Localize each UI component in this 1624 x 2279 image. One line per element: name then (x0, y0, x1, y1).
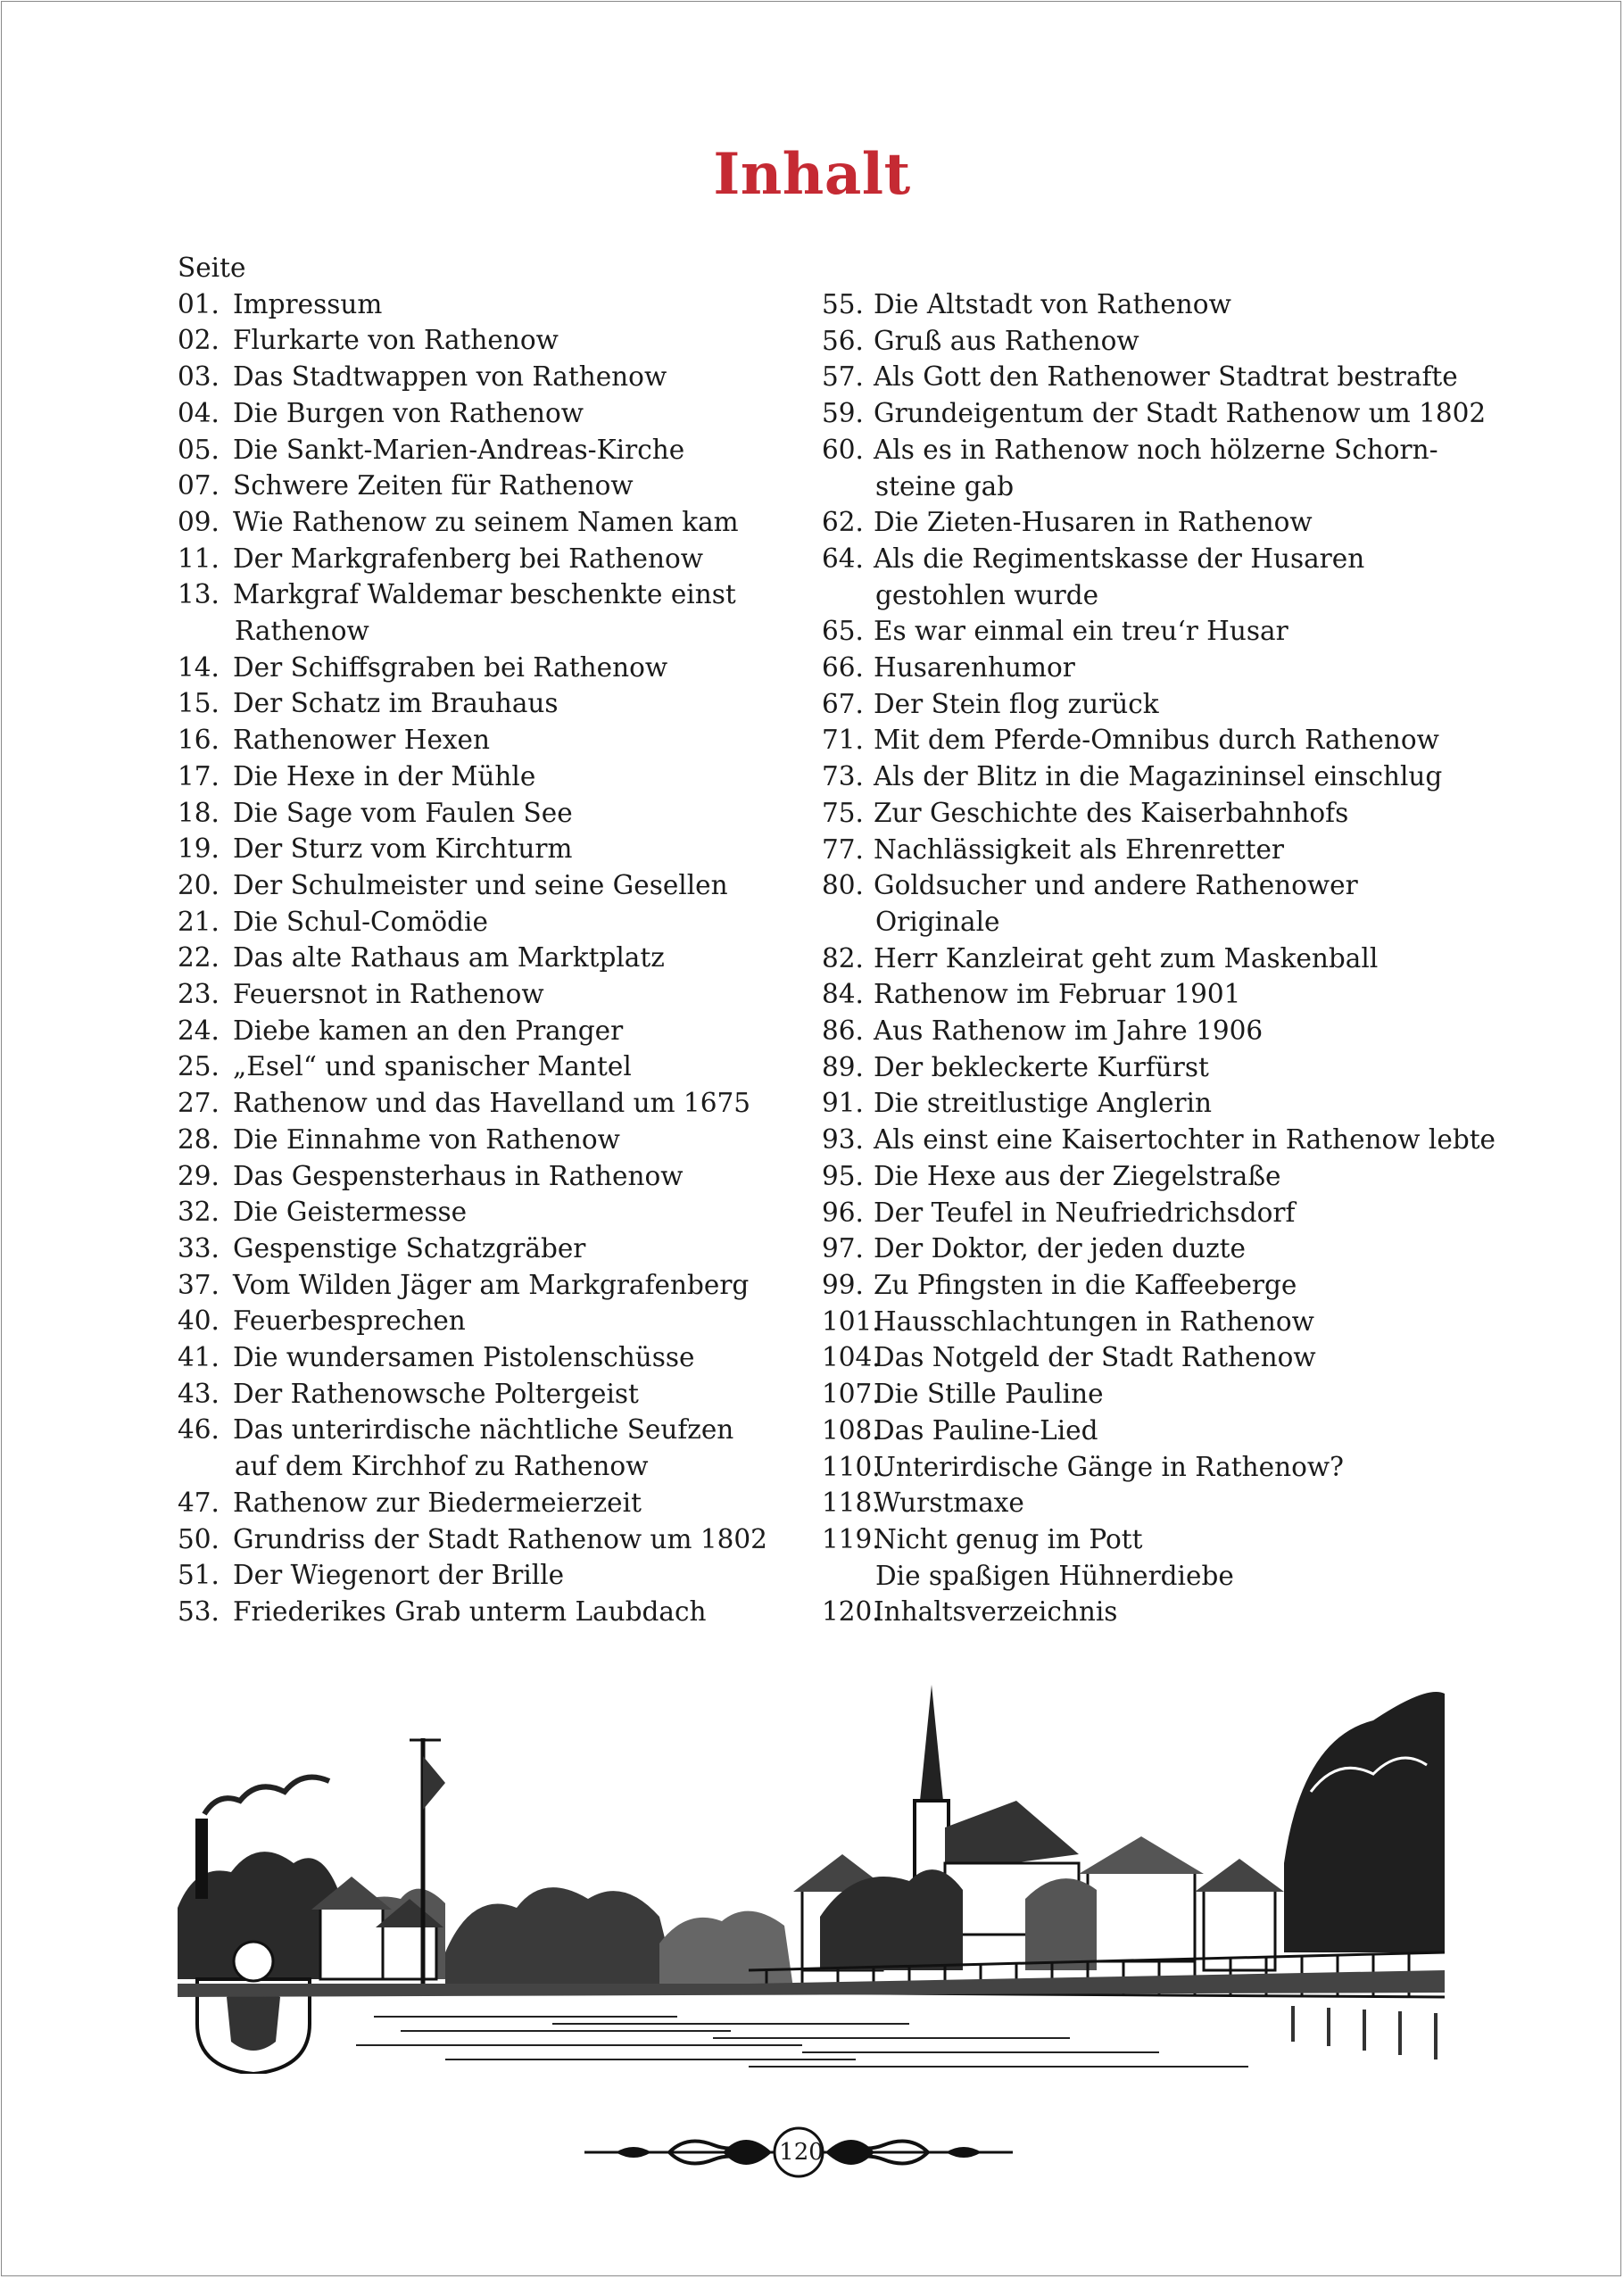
toc-entry-page-number: 97. (822, 1233, 864, 1264)
toc-entry (822, 1231, 1536, 1267)
toc-entry-page-number: 104. (822, 1342, 881, 1373)
toc-entry-title-line: auf dem Kirchhof zu Rathenow (235, 1451, 649, 1482)
toc-entry (822, 1158, 1536, 1195)
toc-entry-title (874, 722, 1536, 758)
toc-entry (822, 758, 1536, 795)
toc-entry-title-line: Wurstmaxe (874, 1488, 1024, 1519)
toc-entry-title-line: Der Schulmeister und seine Gesellen (233, 869, 728, 900)
toc-entry-title (874, 1376, 1536, 1413)
toc-entry-title (233, 795, 793, 832)
toc-entry-page-number: 71. (822, 725, 864, 756)
toc-entry-page-number: 67. (822, 688, 864, 719)
toc-entry-title-line: Goldsucher und andere Rathenower (874, 870, 1358, 901)
toc-entry-page-number: 16. (178, 725, 220, 756)
toc-entry-title (874, 650, 1536, 686)
toc-entry-title (874, 1195, 1536, 1231)
toc-entry-title-line: Impressum (233, 288, 383, 319)
toc-entry-page-number: 28. (178, 1123, 220, 1155)
toc-entry (822, 323, 1536, 360)
toc-entry-title-line: Der Teufel in Neufriedrichsdorf (874, 1197, 1296, 1228)
toc-entry-page-number: 96. (822, 1197, 864, 1228)
toc-entry-title (874, 286, 1536, 323)
toc-entry-title-line: Herr Kanzleirat geht zum Maskenball (874, 942, 1379, 974)
toc-entry-title-line: Gruß aus Rathenow (874, 325, 1139, 356)
toc-entry-title-line: Zu Pfingsten in die Kaffeeberge (874, 1269, 1297, 1300)
toc-entry-title (874, 1594, 1536, 1630)
toc-entry-title (874, 941, 1536, 977)
toc-entry-title (233, 1122, 793, 1158)
toc-entry (822, 286, 1536, 323)
toc-entry-title-line: Die Altstadt von Rathenow (874, 289, 1231, 319)
toc-entry-title (233, 286, 793, 323)
toc-entry-title-line: Die Hexe in der Mühle (233, 760, 536, 791)
seite-label: Seite (178, 253, 246, 283)
toc-entry-title-line: Inhaltsverzeichnis (874, 1596, 1118, 1628)
toc-entry-title (233, 904, 793, 941)
toc-entry (822, 1521, 1536, 1594)
toc-entry-page-number: 05. (178, 434, 220, 465)
toc-entry-title (874, 976, 1536, 1013)
toc-entry (822, 795, 1536, 832)
toc-entry-title (874, 1304, 1536, 1340)
toc-entry-title-line: Es war einmal ein treu‘r Husar (874, 616, 1288, 647)
toc-entry (178, 650, 793, 686)
toc-entry (822, 1049, 1536, 1086)
toc-entry-title-line: Das Notgeld der Stadt Rathenow (874, 1342, 1316, 1373)
toc-entry-title (874, 686, 1536, 723)
toc-entry-title-line: Die Geistermesse (233, 1197, 468, 1228)
toc-entry-page-number: 17. (178, 760, 220, 791)
toc-entry-title-line: Nachlässigkeit als Ehrenretter (874, 833, 1285, 865)
toc-entry-title (874, 1013, 1536, 1049)
toc-entry-page-number: 86. (822, 1015, 864, 1047)
toc-entry-page-number: 51. (178, 1560, 220, 1591)
toc-entry-title-line: Friederikes Grab unterm Laubdach (233, 1596, 707, 1627)
toc-entry-title-line: Rathenow und das Havelland um 1675 (233, 1088, 751, 1119)
toc-entry-title-line: Der Rathenowsche Poltergeist (233, 1378, 639, 1409)
toc-entry (178, 395, 793, 432)
toc-entry (822, 867, 1536, 940)
toc-entry (178, 1158, 793, 1195)
toc-entry (822, 613, 1536, 650)
toc-entry-page-number: 101. (822, 1305, 881, 1337)
toc-entry (822, 1304, 1536, 1340)
toc-entry-page-number: 13. (178, 579, 220, 610)
toc-entry-title (874, 867, 1536, 940)
toc-entry-title (874, 1413, 1536, 1449)
toc-entry-title (874, 1521, 1536, 1594)
toc-entry-page-number: 93. (822, 1124, 864, 1156)
toc-entry (822, 1085, 1536, 1122)
toc-entry-page-number: 62. (822, 507, 864, 538)
toc-entry-title-line: Der Sturz vom Kirchturm (233, 833, 573, 865)
toc-entry-title-line: gestohlen wurde (875, 579, 1099, 610)
toc-entry-page-number: 19. (178, 833, 220, 865)
toc-entry-title (233, 1557, 793, 1594)
toc-entry-title-line: Der Wiegenort der Brille (233, 1560, 565, 1591)
toc-entry-title (874, 1339, 1536, 1376)
toc-entry-title (233, 1412, 793, 1484)
toc-entry-page-number: 56. (822, 325, 864, 356)
toc-entry (178, 1376, 793, 1413)
toc-entry-title (874, 832, 1536, 868)
toc-entry (822, 432, 1536, 504)
toc-entry (178, 831, 793, 867)
toc-entry (178, 541, 793, 577)
toc-entry-title-line: Diebe kamen an den Pranger (233, 1015, 624, 1046)
toc-entry-title-line: Hausschlachtungen in Rathenow (874, 1305, 1314, 1337)
toc-entry-page-number: 119. (822, 1523, 881, 1554)
toc-entry-title (233, 976, 793, 1013)
toc-entry (178, 722, 793, 758)
toc-entry-title-line: Nicht genug im Pott (874, 1523, 1143, 1554)
toc-entry (178, 758, 793, 795)
toc-entry-page-number: 82. (822, 942, 864, 974)
toc-entry-page-number: 43. (178, 1378, 220, 1409)
toc-entry (822, 832, 1536, 868)
toc-entry-page-number: 107. (822, 1379, 881, 1410)
toc-entry-page-number: 57. (822, 361, 864, 393)
toc-entry-title (874, 1122, 1536, 1158)
toc-entry (822, 1013, 1536, 1049)
toc-list-right (822, 286, 1536, 1630)
toc-entry-title (233, 1013, 793, 1049)
toc-entry-title (874, 1231, 1536, 1267)
toc-entry (178, 1267, 793, 1304)
toc-entry-page-number: 65. (822, 616, 864, 647)
toc-entry (178, 1485, 793, 1521)
toc-entry (822, 1485, 1536, 1521)
toc-entry-title (233, 1485, 793, 1521)
toc-entry-title (233, 359, 793, 395)
toc-entry-page-number: 09. (178, 506, 220, 537)
toc-entry-title (233, 468, 793, 504)
toc-entry-title-line: Originale (875, 906, 1000, 937)
toc-entry-title-line: Flurkarte von Rathenow (233, 325, 559, 356)
toc-entry-title (874, 504, 1536, 541)
toc-entry-title (874, 432, 1536, 504)
toc-entry-title-line: Die Burgen von Rathenow (233, 397, 584, 428)
toc-entry-title-line: steine gab (875, 470, 1015, 501)
toc-entry (178, 1122, 793, 1158)
toc-entry (178, 468, 793, 504)
toc-entry (822, 941, 1536, 977)
toc-entry-page-number: 03. (178, 361, 220, 393)
toc-entry-title-line: Die Zieten-Husaren in Rathenow (874, 507, 1313, 538)
toc-entry-page-number: 89. (822, 1051, 864, 1082)
toc-entry-title-line: Feuerbesprechen (233, 1305, 466, 1337)
toc-entry (178, 976, 793, 1013)
toc-entry-page-number: 53. (178, 1596, 220, 1627)
toc-entry (178, 1048, 793, 1085)
toc-entry-title (233, 940, 793, 976)
toc-entry-title (233, 1521, 793, 1558)
toc-entry-title (233, 322, 793, 359)
toc-entry-title (874, 395, 1536, 432)
toc-entry-title-line: Gespenstige Schatzgräber (233, 1232, 586, 1264)
toc-right-column (822, 286, 1536, 1630)
toc-entry-title-line: Als der Blitz in die Magazininsel einschlug (874, 761, 1443, 792)
toc-entry (178, 795, 793, 832)
toc-entry (178, 1231, 793, 1267)
toc-entry-page-number: 24. (178, 1015, 220, 1046)
toc-entry-title-line: Schwere Zeiten für Rathenow (233, 470, 634, 501)
toc-entry-page-number: 40. (178, 1305, 220, 1337)
toc-entry-title-line: Der Stein flog zurück (874, 688, 1159, 719)
toc-entry-title (874, 1449, 1536, 1486)
toc-entry-title-line: Als Gott den Rathenower Stadtrat bestrafte (874, 361, 1458, 393)
page-title: Inhalt (713, 141, 911, 208)
toc-entry (822, 1594, 1536, 1630)
toc-entry-title (874, 323, 1536, 360)
toc-entry (822, 1195, 1536, 1231)
toc-entry (178, 1557, 793, 1594)
toc-entry-title-line: Unterirdische Gänge in Rathenow? (874, 1451, 1344, 1482)
toc-entry-title (233, 685, 793, 722)
toc-entry-page-number: 15. (178, 688, 220, 719)
toc-entry-page-number: 01. (178, 288, 220, 319)
toc-entry-title-line: Der bekleckerte Kurfürst (874, 1051, 1209, 1082)
toc-entry-title (233, 1231, 793, 1267)
toc-entry-page-number: 95. (822, 1160, 864, 1191)
toc-entry-title (233, 831, 793, 867)
toc-entry-title-line: Markgraf Waldemar beschenkte einst (233, 579, 736, 610)
toc-entry-title-line: Rathenow zur Biedermeierzeit (233, 1487, 642, 1518)
toc-entry-title-line: Die Einnahme von Rathenow (233, 1123, 620, 1155)
toc-entry (822, 976, 1536, 1013)
toc-entry-title-line: Das unterirdische nächtliche Seufzen (233, 1414, 734, 1446)
toc-entry-page-number: 04. (178, 397, 220, 428)
toc-entry (178, 359, 793, 395)
toc-entry-title (233, 650, 793, 686)
toc-entry (178, 504, 793, 541)
toc-entry-title (233, 1594, 793, 1630)
toc-entry (178, 1339, 793, 1376)
toc-entry-page-number: 47. (178, 1487, 220, 1518)
toc-entry (178, 904, 793, 941)
toc-entry (178, 1521, 793, 1558)
toc-entry-title (874, 1049, 1536, 1086)
toc-entry (178, 1085, 793, 1122)
toc-entry-title (874, 541, 1536, 613)
toc-entry-page-number: 59. (822, 398, 864, 429)
toc-entry-page-number: 20. (178, 869, 220, 900)
toc-entry-title-line: Die Schul-Comödie (233, 906, 488, 937)
toc-entry-page-number: 80. (822, 870, 864, 901)
toc-entry-page-number: 22. (178, 942, 220, 974)
toc-entry-title-line: Der Doktor, der jeden duzte (874, 1233, 1246, 1264)
toc-entry (178, 432, 793, 468)
toc-entry (178, 576, 793, 649)
toc-entry-page-number: 75. (822, 797, 864, 828)
toc-entry-title-line: Rathenow (235, 616, 369, 647)
toc-entry (178, 1013, 793, 1049)
toc-entry (822, 1376, 1536, 1413)
toc-entry-page-number: 07. (178, 470, 220, 501)
town-river-illustration (178, 1685, 1445, 2074)
toc-entry-title (874, 613, 1536, 650)
toc-entry-title (233, 1376, 793, 1413)
toc-entry-page-number: 21. (178, 906, 220, 937)
toc-entry-title-line: Rathenower Hexen (233, 725, 491, 756)
toc-entry-page-number: 66. (822, 652, 864, 684)
toc-entry-title (233, 1048, 793, 1085)
toc-entry-page-number: 37. (178, 1269, 220, 1300)
toc-entry (178, 867, 793, 904)
toc-entry-page-number: 118. (822, 1488, 881, 1519)
toc-entry-title-line: Die wundersamen Pistolenschüsse (233, 1342, 695, 1373)
toc-entry-title-line: Husarenhumor (874, 652, 1075, 684)
toc-entry-title (874, 1485, 1536, 1521)
toc-entry-page-number: 64. (822, 543, 864, 574)
toc-entry (822, 504, 1536, 541)
toc-entry-title-line: Wie Rathenow zu seinem Namen kam (233, 506, 739, 537)
toc-entry (822, 650, 1536, 686)
toc-entry (178, 286, 793, 323)
toc-entry-page-number: 110. (822, 1451, 881, 1482)
toc-entry (822, 1122, 1536, 1158)
toc-entry (822, 1339, 1536, 1376)
toc-entry-title-line: Als die Regimentskasse der Husaren (874, 543, 1365, 574)
toc-entry-title-line: Der Schatz im Brauhaus (233, 688, 559, 719)
toc-entry-title-line: Die Hexe aus der Ziegelstraße (874, 1160, 1281, 1191)
toc-entry-title-line: Feuersnot in Rathenow (233, 979, 544, 1010)
toc-entry-title-line: Die Sage vom Faulen See (233, 797, 573, 828)
toc-entry-title-line: Das alte Rathaus am Marktplatz (233, 942, 665, 974)
toc-entry (178, 940, 793, 976)
toc-entry (822, 395, 1536, 432)
toc-entry-title (874, 1158, 1536, 1195)
toc-entry-page-number: 27. (178, 1088, 220, 1119)
toc-entry-title-line: Als es in Rathenow noch hölzerne Schorn- (874, 434, 1438, 465)
toc-entry-page-number: 29. (178, 1160, 220, 1191)
toc-entry-page-number: 33. (178, 1232, 220, 1264)
toc-entry-title (874, 1267, 1536, 1304)
toc-entry-page-number: 60. (822, 434, 864, 465)
toc-entry-title-line: Die Stille Pauline (874, 1379, 1104, 1410)
toc-entry-title (874, 758, 1536, 795)
toc-entry-title (233, 1303, 793, 1339)
toc-entry-page-number: 50. (178, 1523, 220, 1554)
toc-entry-title (233, 867, 793, 904)
toc-entry-title (233, 395, 793, 432)
toc-left-column (178, 250, 793, 1630)
toc-entry-title-line: Grundriss der Stadt Rathenow um 1802 (233, 1523, 767, 1554)
toc-list-left (178, 286, 793, 1630)
toc-entry-page-number: 91. (822, 1088, 864, 1119)
toc-entry-title (233, 1194, 793, 1231)
toc-entry-title (233, 758, 793, 795)
toc-entry-title (233, 1267, 793, 1304)
toc-entry-title-line: „Esel“ und spanischer Mantel (233, 1051, 632, 1082)
toc-entry-title-line: Der Markgrafenberg bei Rathenow (233, 543, 703, 574)
toc-entry-title-line: Als einst eine Kaisertochter in Rathenow lebte (874, 1124, 1496, 1156)
toc-entry-title-line: Die streitlustige Anglerin (874, 1088, 1212, 1119)
toc-entry-title-line: Grundeigentum der Stadt Rathenow um 1802 (874, 398, 1487, 429)
toc-entry-title (233, 722, 793, 758)
toc-entry-page-number: 14. (178, 651, 220, 683)
toc-entry-page-number: 55. (822, 289, 864, 319)
toc-entry-title (874, 1085, 1536, 1122)
toc-entry (822, 1267, 1536, 1304)
toc-entry-title-line: Das Stadtwappen von Rathenow (233, 361, 667, 393)
toc-entry-title-line: Die Sankt-Marien-Andreas-Kirche (233, 434, 685, 465)
page-number: 120 (779, 2139, 824, 2166)
toc-entry (822, 1413, 1536, 1449)
toc-entry-title (233, 541, 793, 577)
toc-entry (178, 322, 793, 359)
toc-entry (822, 722, 1536, 758)
toc-entry (178, 685, 793, 722)
toc-entry-page-number: 84. (822, 979, 864, 1010)
toc-entry-title-line: Aus Rathenow im Jahre 1906 (874, 1015, 1264, 1047)
toc-entry-title-line: Das Pauline-Lied (874, 1414, 1098, 1446)
toc-entry-page-number: 41. (178, 1342, 220, 1373)
toc-entry-page-number: 73. (822, 761, 864, 792)
toc-entry-page-number: 18. (178, 797, 220, 828)
toc-entry (822, 541, 1536, 613)
toc-entry-title-line: Vom Wilden Jäger am Markgrafenberg (233, 1269, 750, 1300)
toc-entry-title (233, 1158, 793, 1195)
toc-entry-page-number: 23. (178, 979, 220, 1010)
toc-entry-title (233, 1085, 793, 1122)
toc-entry (178, 1412, 793, 1484)
toc-entry (822, 686, 1536, 723)
toc-entry-title (874, 359, 1536, 395)
toc-entry (178, 1303, 793, 1339)
toc-entry (822, 1449, 1536, 1486)
toc-entry (822, 359, 1536, 395)
toc-entry-title-line: Rathenow im Februar 1901 (874, 979, 1241, 1010)
toc-entry (178, 1194, 793, 1231)
toc-entry-title-line: Das Gespensterhaus in Rathenow (233, 1160, 684, 1191)
toc-entry-page-number: 108. (822, 1414, 881, 1446)
toc-entry-page-number: 120. (822, 1596, 881, 1628)
toc-entry-page-number: 11. (178, 543, 220, 574)
toc-entry-title-line: Mit dem Pferde-Omnibus durch Rathenow (874, 725, 1439, 756)
toc-entry-title (874, 795, 1536, 832)
toc-entry-page-number: 25. (178, 1051, 220, 1082)
toc-entry-page-number: 02. (178, 325, 220, 356)
toc-entry-page-number: 77. (822, 833, 864, 865)
toc-entry-page-number: 46. (178, 1414, 220, 1446)
toc-entry-title (233, 576, 793, 649)
toc-entry-title-line: Zur Geschichte des Kaiserbahnhofs (874, 797, 1349, 828)
toc-entry-title-line: Der Schiffsgraben bei Rathenow (233, 651, 668, 683)
toc-entry-title-line: Die spaßigen Hühnerdiebe (875, 1560, 1234, 1591)
toc-entry-title (233, 1339, 793, 1376)
toc-entry-title (233, 432, 793, 468)
toc-entry-page-number: 32. (178, 1197, 220, 1228)
toc-entry (178, 1594, 793, 1630)
toc-entry-page-number: 99. (822, 1269, 864, 1300)
toc-entry-title (233, 504, 793, 541)
